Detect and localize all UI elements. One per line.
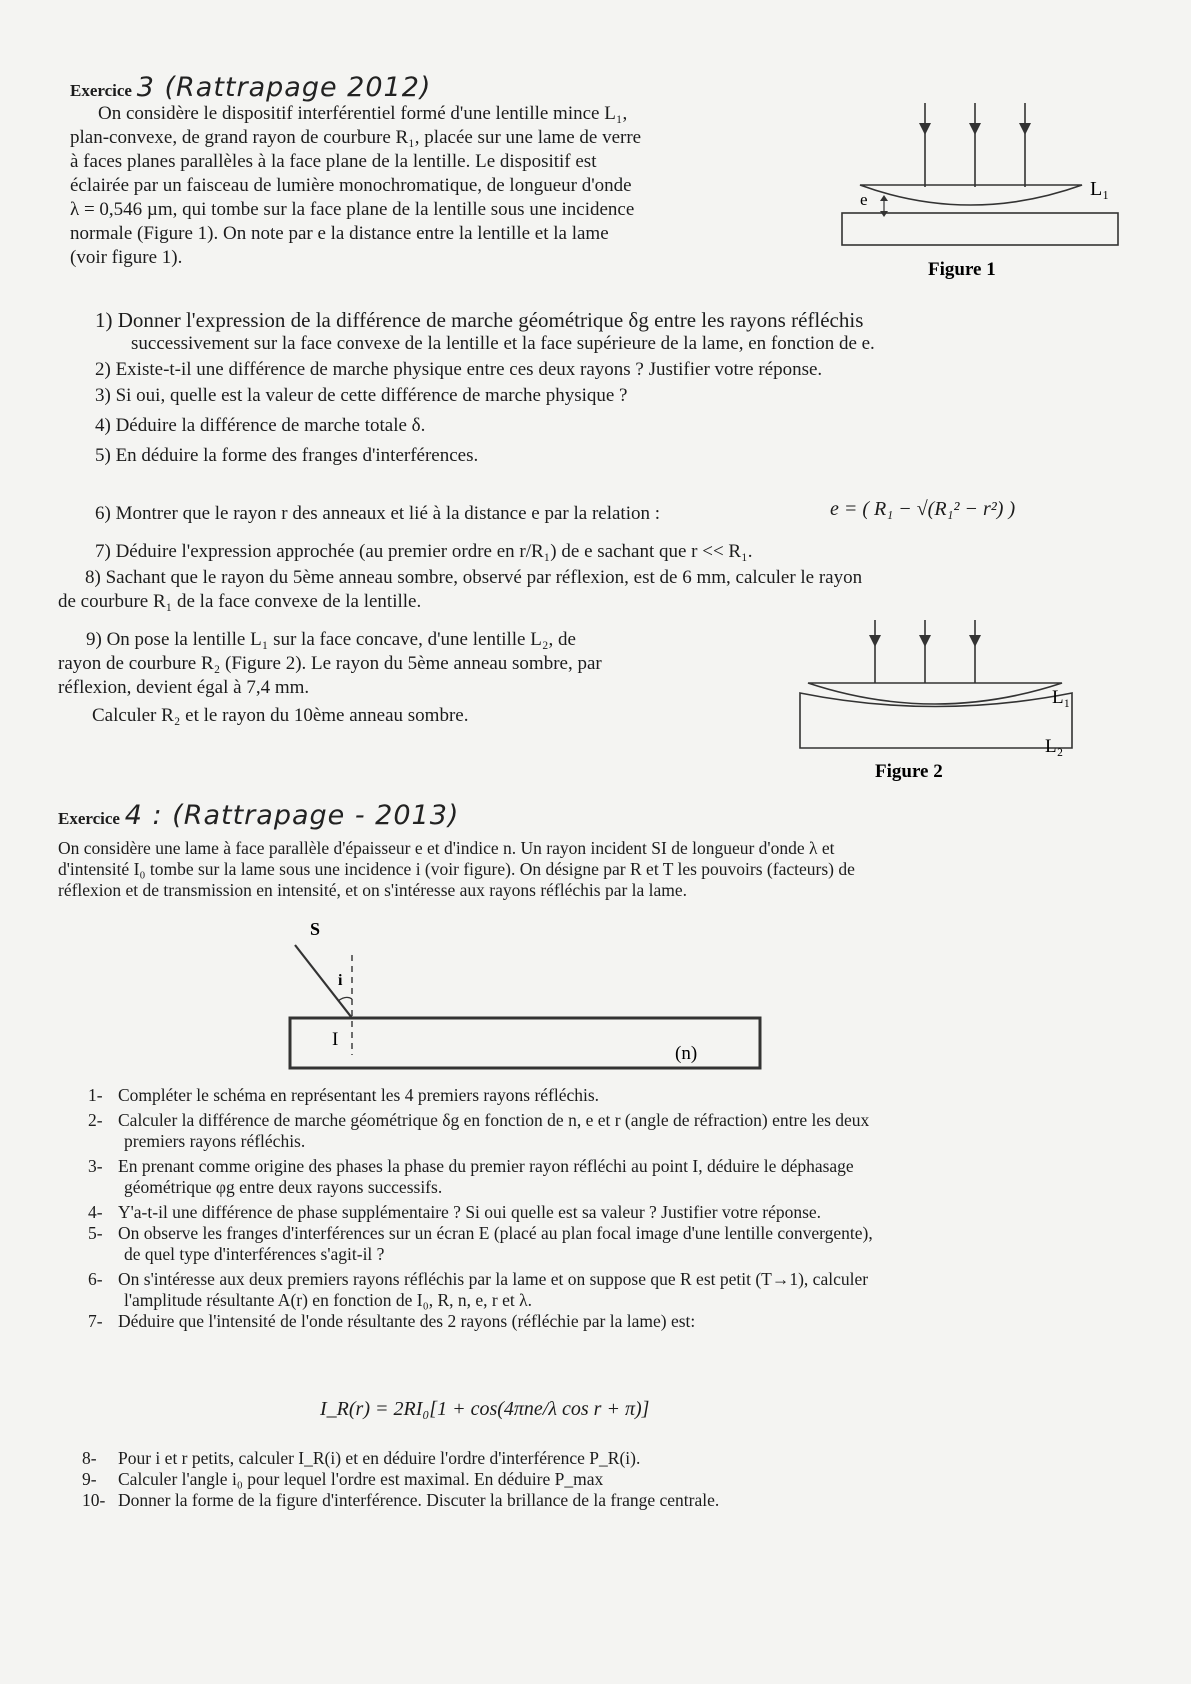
figure-2 — [790, 615, 1090, 790]
ex4-intro — [58, 838, 1138, 901]
ex4-figure — [280, 915, 780, 1090]
ex4-question-7: 7- Déduire que l'intensité de l'onde résultante des 2 rayons (réfléchie par la lame) est: — [88, 1311, 696, 1331]
ex4-question-1: 1- Compléter le schéma en représentant les 4 premiers rayons réfléchis. — [88, 1085, 600, 1105]
ex3-q9 — [58, 628, 778, 728]
figure-1 — [820, 95, 1120, 285]
fig1-l1-label: L₁ — [1090, 178, 1110, 200]
incident-ray — [295, 945, 352, 1018]
ex4-title: Exercice — [58, 809, 120, 828]
ex3-q9-line1: 9) On pose la lentille L₁ sur la face concave, d'une lentille L₂, de — [86, 629, 576, 650]
ex3-q4: 4) Déduire la différence de marche totale δ. — [95, 415, 426, 436]
ex3-q1-line1: 1) Donner l'expression de la différence de marche géométrique δg entre les rayons réfléchis — [95, 308, 864, 332]
ex4-heading — [58, 800, 459, 831]
ex4-question-2-cont: premiers rayons réfléchis. — [124, 1131, 306, 1151]
ex3-q8 — [58, 566, 1125, 614]
fig1-e-label: e — [860, 190, 868, 209]
ex3-handwritten-label: 3 (Rattrapage 2012) — [136, 72, 432, 103]
ex3-intro-line: normale (Figure 1). On note par e la distance entre la lentille et la lame — [70, 223, 609, 244]
ex4-intro-line: réflexion et de transmission en intensité, et on s'intéresse aux rayons réfléchis par la lame. — [58, 880, 688, 900]
ex4-question-8: 8- Pour i et r petits, calculer I_R(i) et en déduire l'ordre d'interférence P_R(i). — [82, 1448, 641, 1468]
ex4-question-6: 6- On s'intéresse aux deux premiers rayons réfléchis par la lame et on suppose que R est petit (T→1), calculer — [88, 1269, 869, 1289]
ex4-question-5-cont: de quel type d'interférences s'agit-il ? — [124, 1244, 385, 1264]
ex3-q8-line2: de courbure R₁ de la face convexe de la lentille. — [58, 591, 422, 612]
fig2-caption: Figure 2 — [875, 761, 943, 782]
ex3-q7: 7) Déduire l'expression approchée (au premier ordre en r/R₁) de e sachant que r << R₁. — [95, 541, 753, 562]
ex3-intro-line: à faces planes parallèles à la face plane de la lentille. Le dispositif est — [70, 151, 597, 172]
ex3-q6: 6) Montrer que le rayon r des anneaux et lié à la distance e par la relation : — [95, 503, 661, 524]
ex3-heading — [70, 72, 431, 103]
ex4-question-5: 5- On observe les franges d'interférences sur un écran E (placé au plan focal image d'une lentille convergente), — [88, 1223, 873, 1243]
ex4-questions-2 — [82, 1448, 1162, 1511]
ex4-question-9: 9- Calculer l'angle i₀ pour lequel l'ordre est maximal. En déduire P_max — [82, 1469, 604, 1489]
ex3-q1-line2: successivement sur la face convexe de la lentille et la face supérieure de la lame, en fonction de e. — [131, 333, 875, 354]
ex4-handwritten-label: 4 : (Rattrapage - 2013) — [124, 800, 460, 831]
ex4-question-3: 3- En prenant comme origine des phases la phase du premier rayon réfléchi au point I, déduire le déphasage — [88, 1156, 854, 1176]
ex4-intro-line: d'intensité I₀ tombe sur la lame sous une incidence i (voir figure). On désigne par R et T les pouvoirs (facteurs) de — [58, 859, 855, 879]
ex3-q2: 2) Existe-t-il une différence de marche physique entre ces deux rayons ? Justifier votre réponse. — [95, 359, 823, 380]
fig2-l1-label: L₁ — [1052, 687, 1071, 708]
ex4-fig-s-label: S — [310, 919, 321, 939]
ex3-q9-line3: réflexion, devient égal à 7,4 mm. — [58, 677, 310, 698]
ex4-question-2: 2- Calculer la différence de marche géométrique δg en fonction de n, e et r (angle de réfraction) entre les deux — [88, 1110, 870, 1130]
ex3-q6-formula: e = ( R₁ − √(R₁² − r²) ) — [830, 498, 1016, 520]
fig2-l2-label: L₂ — [1045, 736, 1064, 757]
ex4-question-4: 4- Y'a-t-il une différence de phase supplémentaire ? Si oui quelle est sa valeur ? Justifier votre réponse. — [88, 1202, 822, 1222]
ex3-q3: 3) Si oui, quelle est la valeur de cette différence de marche physique ? — [95, 385, 628, 406]
ex4-fig-i-label: i — [338, 972, 343, 989]
ex3-intro — [70, 102, 800, 270]
ex3-q9-line2: rayon de courbure R₂ (Figure 2). Le rayon du 5ème anneau sombre, par — [58, 653, 602, 674]
ex3-q8-line1: 8) Sachant que le rayon du 5ème anneau sombre, observé par réflexion, est de 6 mm, calculer le rayon — [85, 567, 863, 588]
ex3-intro-line: (voir figure 1). — [70, 247, 183, 268]
ex3-q5: 5) En déduire la forme des franges d'interférences. — [95, 445, 479, 466]
ex3-intro-line: λ = 0,546 µm, qui tombe sur la face plane de la lentille sous une incidence — [70, 199, 635, 220]
ex4-fig-n-label: (n) — [675, 1043, 698, 1064]
ex4-intro-line: On considère une lame à face parallèle d'épaisseur e et d'indice n. Un rayon incident SI de longueur d'onde λ et — [58, 838, 835, 858]
ex4-question-3-cont: géométrique φg entre deux rayons successifs. — [124, 1177, 443, 1197]
ex4-question-10: 10- Donner la forme de la figure d'interférence. Discuter la brillance de la frange centrale. — [82, 1490, 720, 1510]
ex4-fig-point-label: I — [332, 1029, 339, 1050]
ex3-title: Exercice — [70, 81, 132, 100]
ex4-questions — [88, 1085, 1168, 1332]
ex3-intro-line: On considère le dispositif interférentiel formé d'une lentille mince L₁, — [98, 103, 628, 124]
ex3-intro-line: éclairée par un faisceau de lumière monochromatique, de longueur d'onde — [70, 175, 632, 196]
ex3-q1 — [95, 308, 1115, 356]
ex4-formula: I_R(r) = 2RI₀[1 + cos(4πne/λ cos r + π)] — [320, 1398, 650, 1420]
ex3-intro-line: plan-convexe, de grand rayon de courbure R₁, placée sur une lame de verre — [70, 127, 642, 148]
ex4-question-6-cont: l'amplitude résultante A(r) en fonction de I₀, R, n, e, r et λ. — [124, 1290, 532, 1310]
fig1-caption: Figure 1 — [928, 259, 996, 280]
ex3-q9-line4: Calculer R₂ et le rayon du 10ème anneau sombre. — [92, 705, 469, 726]
